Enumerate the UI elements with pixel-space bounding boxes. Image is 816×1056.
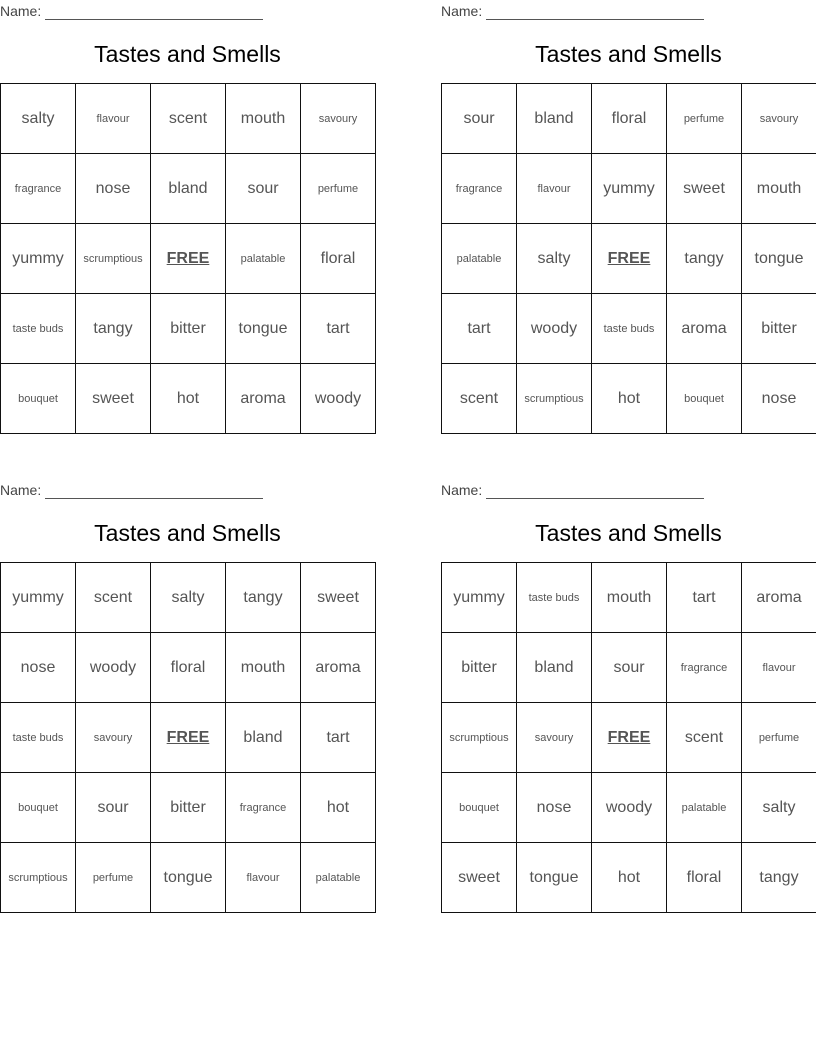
bingo-cell: aroma [742, 563, 816, 633]
bingo-row [1, 773, 376, 843]
bingo-cell: woody [301, 364, 376, 434]
bingo-cell: sweet [76, 364, 151, 434]
bingo-cell: flavour [517, 154, 592, 224]
bingo-grid [0, 562, 376, 913]
bingo-cell: floral [301, 224, 376, 294]
name-field [0, 2, 263, 20]
bingo-grid [441, 83, 816, 434]
bingo-row [1, 224, 376, 294]
bingo-cell: scrumptious [442, 703, 517, 773]
bingo-cell: taste buds [1, 703, 76, 773]
bingo-cell: perfume [742, 703, 816, 773]
free-space: FREE [151, 703, 226, 773]
bingo-row [1, 633, 376, 703]
bingo-cell: bland [517, 633, 592, 703]
bingo-grid [0, 83, 376, 434]
bingo-cell: tongue [226, 294, 301, 364]
bingo-cell: savoury [76, 703, 151, 773]
bingo-row [442, 84, 816, 154]
bingo-cell: scrumptious [517, 364, 592, 434]
bingo-cell: bitter [742, 294, 816, 364]
bingo-cell: yummy [592, 154, 667, 224]
bingo-cell: tart [442, 294, 517, 364]
card-title: Tastes and Smells [535, 520, 722, 546]
bingo-cell: bouquet [667, 364, 742, 434]
name-blank-line [486, 6, 704, 20]
name-label: Name: [441, 3, 483, 19]
bingo-cell: fragrance [442, 154, 517, 224]
bingo-cell: mouth [742, 154, 816, 224]
bingo-row [442, 843, 816, 913]
bingo-cell: nose [517, 773, 592, 843]
bingo-cell: floral [592, 84, 667, 154]
bingo-cell: yummy [1, 563, 76, 633]
bingo-cell: palatable [301, 843, 376, 913]
bingo-cell: salty [1, 84, 76, 154]
bingo-row [442, 773, 816, 843]
bingo-cell: perfume [301, 154, 376, 224]
bingo-cell: woody [76, 633, 151, 703]
name-field [441, 2, 704, 20]
name-label: Name: [0, 3, 42, 19]
bingo-cell: hot [301, 773, 376, 843]
bingo-cell: sweet [442, 843, 517, 913]
bingo-cell: fragrance [226, 773, 301, 843]
bingo-row [1, 563, 376, 633]
bingo-cell: bouquet [1, 773, 76, 843]
name-field [441, 481, 704, 499]
bingo-cell: taste buds [517, 563, 592, 633]
bingo-cell: tongue [151, 843, 226, 913]
bingo-cell: bitter [442, 633, 517, 703]
bingo-cell: palatable [667, 773, 742, 843]
bingo-cell: bland [151, 154, 226, 224]
bingo-cell: yummy [1, 224, 76, 294]
bingo-cell: bland [226, 703, 301, 773]
bingo-cell: salty [742, 773, 816, 843]
bingo-cell: woody [592, 773, 667, 843]
bingo-cell: bouquet [1, 364, 76, 434]
name-label: Name: [0, 482, 42, 498]
bingo-cell: nose [1, 633, 76, 703]
bingo-cell: flavour [76, 84, 151, 154]
bingo-cell: taste buds [592, 294, 667, 364]
card-title: Tastes and Smells [535, 41, 722, 67]
bingo-cell: hot [151, 364, 226, 434]
bingo-cell: scrumptious [1, 843, 76, 913]
bingo-cell: tart [301, 703, 376, 773]
bingo-cell: tangy [742, 843, 816, 913]
bingo-cell: mouth [226, 633, 301, 703]
bingo-cell: tart [301, 294, 376, 364]
bingo-row [442, 154, 816, 224]
bingo-cell: flavour [226, 843, 301, 913]
bingo-cell: bland [517, 84, 592, 154]
bingo-cell: savoury [517, 703, 592, 773]
name-blank-line [45, 6, 263, 20]
bingo-cell: scent [151, 84, 226, 154]
bingo-cell: tangy [667, 224, 742, 294]
bingo-cell: nose [742, 364, 816, 434]
bingo-cell: sour [442, 84, 517, 154]
bingo-cell: scrumptious [76, 224, 151, 294]
bingo-cell: tongue [742, 224, 816, 294]
bingo-grid [441, 562, 816, 913]
name-blank-line [486, 485, 704, 499]
bingo-cell: hot [592, 843, 667, 913]
bingo-row [442, 563, 816, 633]
bingo-cell: woody [517, 294, 592, 364]
bingo-cell: sweet [301, 563, 376, 633]
bingo-cell: scent [76, 563, 151, 633]
card-title: Tastes and Smells [94, 520, 281, 546]
bingo-cell: yummy [442, 563, 517, 633]
bingo-cell: sour [592, 633, 667, 703]
bingo-cell: sweet [667, 154, 742, 224]
bingo-row [442, 294, 816, 364]
bingo-row [1, 364, 376, 434]
bingo-cell: bitter [151, 773, 226, 843]
bingo-row [442, 224, 816, 294]
bingo-cell: perfume [667, 84, 742, 154]
bingo-cell: tongue [517, 843, 592, 913]
bingo-cell: aroma [667, 294, 742, 364]
bingo-row [1, 294, 376, 364]
bingo-cell: savoury [301, 84, 376, 154]
free-space: FREE [151, 224, 226, 294]
bingo-cell: aroma [226, 364, 301, 434]
bingo-cell: sour [226, 154, 301, 224]
bingo-cell: floral [151, 633, 226, 703]
bingo-cell: salty [151, 563, 226, 633]
bingo-cell: fragrance [1, 154, 76, 224]
bingo-cell: mouth [226, 84, 301, 154]
bingo-row [442, 364, 816, 434]
bingo-cell: palatable [226, 224, 301, 294]
bingo-cell: fragrance [667, 633, 742, 703]
name-label: Name: [441, 482, 483, 498]
free-space: FREE [592, 703, 667, 773]
bingo-cell: nose [76, 154, 151, 224]
bingo-cell: palatable [442, 224, 517, 294]
bingo-cell: mouth [592, 563, 667, 633]
bingo-row [442, 703, 816, 773]
bingo-cell: aroma [301, 633, 376, 703]
bingo-cell: floral [667, 843, 742, 913]
bingo-cell: taste buds [1, 294, 76, 364]
bingo-cell: scent [442, 364, 517, 434]
bingo-row [1, 703, 376, 773]
name-blank-line [45, 485, 263, 499]
bingo-row [1, 154, 376, 224]
bingo-cell: sour [76, 773, 151, 843]
bingo-cell: tart [667, 563, 742, 633]
bingo-cell: savoury [742, 84, 816, 154]
bingo-row [1, 843, 376, 913]
bingo-cell: flavour [742, 633, 816, 703]
bingo-cell: salty [517, 224, 592, 294]
bingo-cell: bouquet [442, 773, 517, 843]
bingo-row [442, 633, 816, 703]
bingo-cell: tangy [76, 294, 151, 364]
bingo-cell: perfume [76, 843, 151, 913]
bingo-cell: bitter [151, 294, 226, 364]
bingo-cell: scent [667, 703, 742, 773]
bingo-cell: tangy [226, 563, 301, 633]
card-title: Tastes and Smells [94, 41, 281, 67]
bingo-row [1, 84, 376, 154]
bingo-cell: hot [592, 364, 667, 434]
name-field [0, 481, 263, 499]
free-space: FREE [592, 224, 667, 294]
